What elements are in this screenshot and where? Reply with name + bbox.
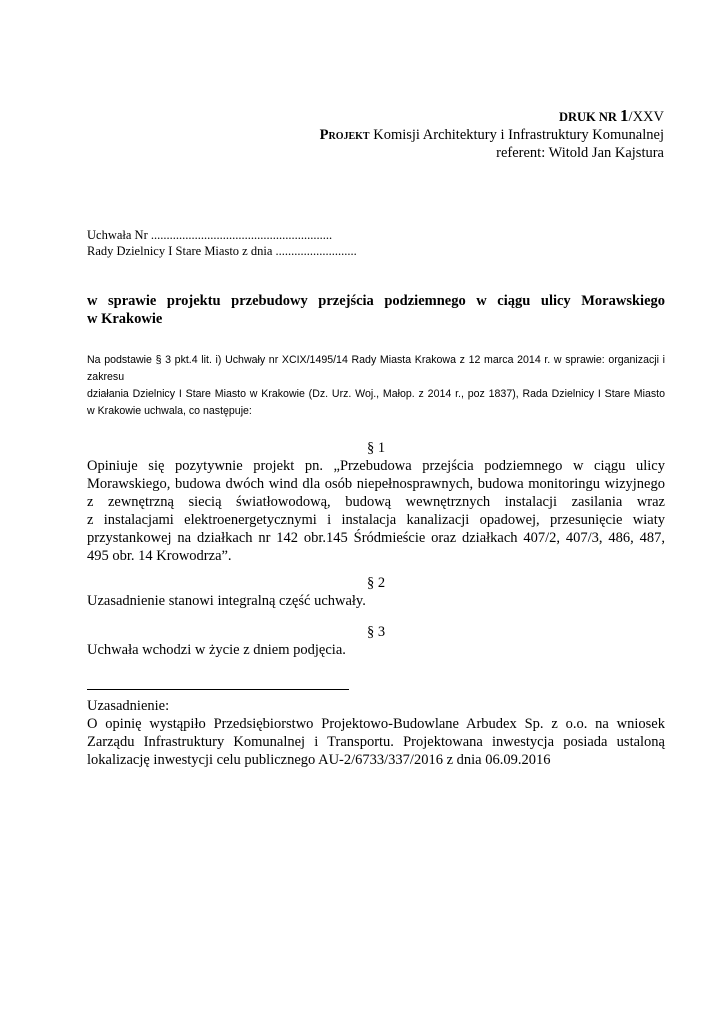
resolution-council-date: Rady Dzielnicy I Stare Miasto z dnia .......................... xyxy=(87,244,357,258)
resolution-block xyxy=(87,227,357,259)
section-line: Morawskiego, budowa dwóch wind dla osób niepełnosprawnych, budowa monitoringu wizyjnego xyxy=(87,476,665,492)
justification-line: lokalizację inwestycji celu publicznego AU-2/6733/337/2016 z dnia 06.09.2016 xyxy=(87,752,551,768)
justification-heading: Uzasadnienie: xyxy=(87,698,170,714)
justification-line: O opinię wystąpiło Przedsiębiorstwo Projektowo-Budowlane Arbudex Sp. z o.o. na wniosek xyxy=(87,716,665,732)
justification-line: Zarządu Infrastruktury Komunalnej i Transportu. Projektowana inwestycja posiada ustaloną xyxy=(87,734,665,750)
section-sign-3: § 3 xyxy=(366,624,386,640)
section-text-3 xyxy=(87,641,665,659)
section-text-2 xyxy=(87,592,665,610)
projekt-label: Projekt xyxy=(319,127,370,143)
section-sign-2: § 2 xyxy=(366,575,386,591)
referent-line: referent: Witold Jan Kajstura xyxy=(496,145,664,161)
section-line: z zewnętrzną siecią światłowodową, budową wewnętrznych instalacji zasilania wraz xyxy=(87,494,665,510)
druk-line xyxy=(320,107,664,126)
justification-block xyxy=(87,697,665,769)
divider-line xyxy=(87,689,349,690)
resolution-subject xyxy=(87,292,665,328)
section-line: Uchwała wchodzi w życie z dniem podjęcia. xyxy=(87,642,346,658)
resolution-number: Uchwała Nr .......................................................... xyxy=(87,228,333,242)
projekt-line xyxy=(320,126,664,144)
section-line: Uzasadnienie stanowi integralną część uchwały. xyxy=(87,593,366,609)
section-line: z instalacjami elektroenergetycznymi i instalacja kanalizacji opadowej, przesunięcie wiaty xyxy=(87,512,665,528)
druk-number: 1 xyxy=(620,106,629,125)
subject-line: w sprawie projektu przebudowy przejścia podziemnego w ciągu ulicy Morawskiego xyxy=(87,293,665,309)
section-sign-1: § 1 xyxy=(366,440,386,456)
legal-basis-line: Na podstawie § 3 pkt.4 lit. i) Uchwały nr XCIX/1495/14 Rady Miasta Krakowa z 12 marca 2014 r. w sprawie: organizacji i zakresu xyxy=(87,354,665,383)
druk-label: DRUK NR xyxy=(558,110,621,124)
section-text-1 xyxy=(87,457,665,565)
section-line: przystankowej na działkach nr 142 obr.145 Śródmieście oraz działkach 407/2, 407/3, 486, 487, xyxy=(87,530,665,546)
projekt-commission: Komisji Architektury i Infrastruktury Komunalnej xyxy=(369,127,664,143)
druk-session: /XXV xyxy=(628,109,664,125)
section-line: Opiniuje się pozytywnie projekt pn. „Przebudowa przejścia podziemnego w ciągu ulicy xyxy=(87,458,665,474)
legal-basis xyxy=(87,352,665,420)
document-header xyxy=(320,107,664,162)
legal-basis-line: w Krakowie uchwala, co następuje: xyxy=(87,405,252,417)
subject-line: w Krakowie xyxy=(87,311,163,327)
legal-basis-line: działania Dzielnicy I Stare Miasto w Krakowie (Dz. Urz. Woj., Małop. z 2014 r., poz 1837), Rada Dzielnicy I Stare Miasto xyxy=(87,388,665,400)
section-line: 495 obr. 14 Krowodrza”. xyxy=(87,548,232,564)
